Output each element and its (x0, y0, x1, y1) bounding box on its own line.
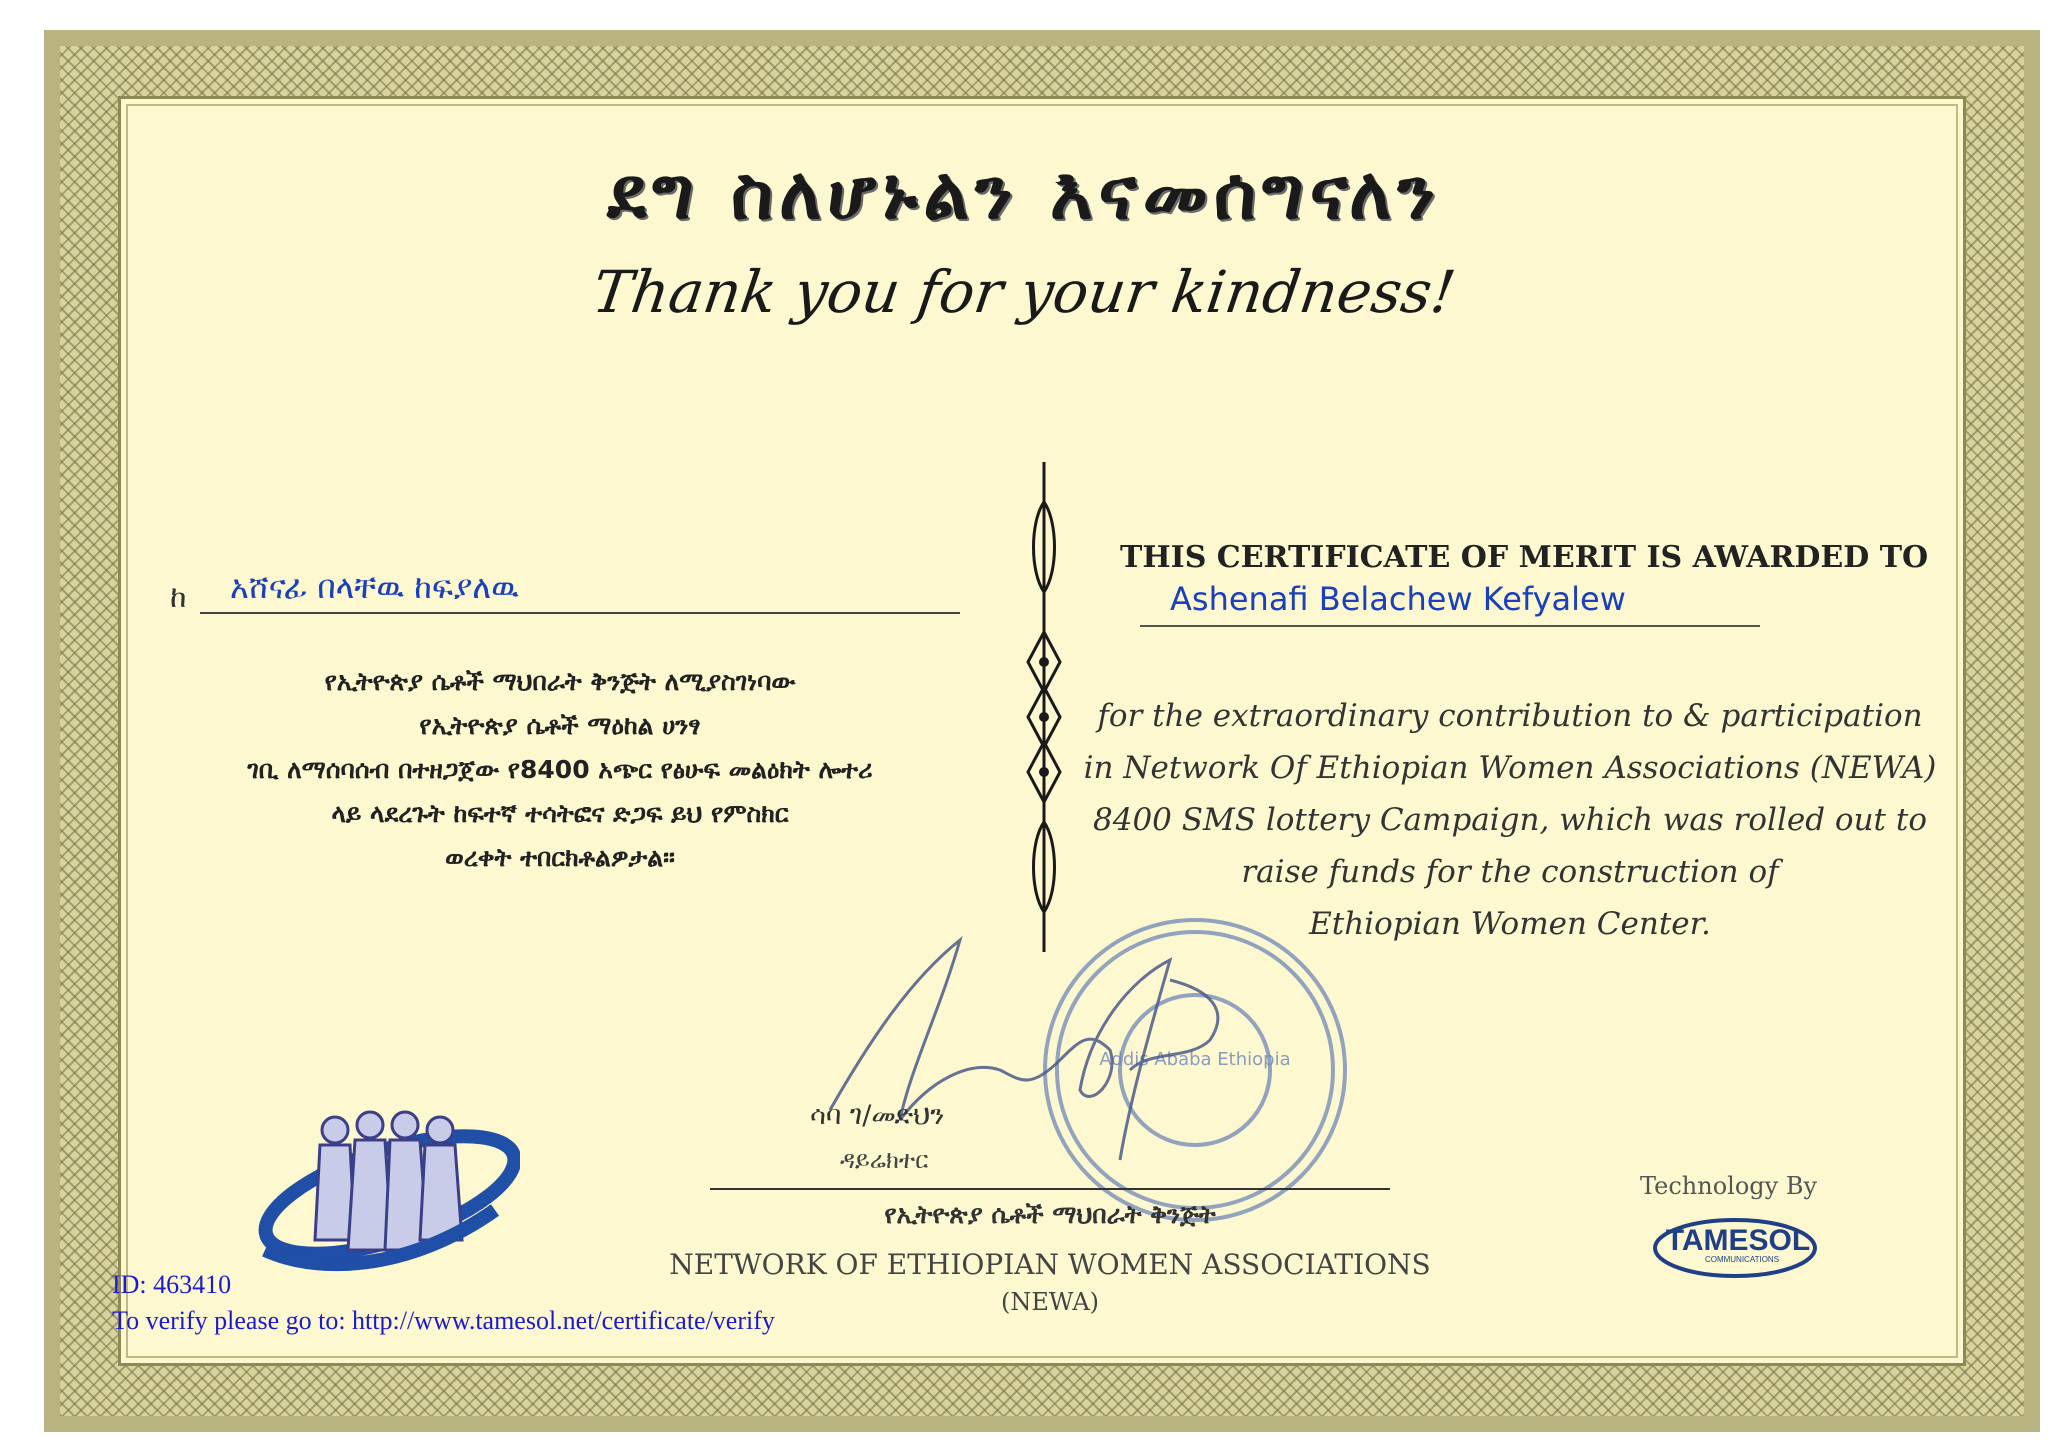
body-amharic (110, 660, 1010, 880)
body-english-line: for the extraordinary contribution to & participation (1097, 698, 1923, 734)
organization-name-amharic: የኢትዮጵያ ሴቶች ማህበራት ቅንጅት (884, 1200, 1216, 1229)
verify-link[interactable]: To verify please go to: http://www.tamesol.net/certificate/verify (112, 1306, 775, 1335)
body-amharic-line: የኢትዮጵያ ሴቶች ማህበራት ቅንጅት ለሚያስገነባው (324, 667, 796, 696)
name-underline (200, 612, 960, 614)
name-underline (1140, 625, 1760, 627)
certificate-id: ID: 463410 (112, 1270, 232, 1299)
newa-logo (240, 1100, 520, 1290)
body-amharic-line: ገቢ ለማሰባሰብ በተዘጋጀው የ8400 አጭር የፅሁፍ መልዕክት ሎተሪ (247, 755, 873, 784)
signature-line (710, 1188, 1390, 1190)
body-amharic-line: ወረቀት ተበርክቶልዎታል፡፡ (445, 843, 675, 872)
technology-label: Technology By (1640, 1172, 1818, 1200)
signature (790, 920, 1290, 1170)
seal-text: Addis Ababa Ethiopia (1099, 1049, 1291, 1070)
title-english: Thank you for your kindness! (588, 258, 1460, 326)
body-english-line: Ethiopian Women Center. (1309, 906, 1711, 942)
recipient-name-english: Ashenafi Belachew Kefyalew (1170, 580, 1626, 618)
organization-abbreviation: (NEWA) (1000, 1288, 1100, 1316)
signatory-title: ዳይሬክተር (840, 1146, 929, 1174)
signatory-name: ሳባ ገ/መድህን (810, 1100, 945, 1131)
recipient-name-amharic: አሸናፊ በላቸዉ ከፍያለዉ (230, 568, 519, 606)
tamesol-subtext: COMMUNICATIONS (1704, 1255, 1780, 1264)
award-heading: THIS CERTIFICATE OF MERIT IS AWARDED TO (1120, 540, 1929, 575)
title-amharic: ደግ ስለሆኑልን እናመሰግናለን (606, 150, 1442, 235)
body-english-line: 8400 SMS lottery Campaign, which was rolled out to (1093, 802, 1927, 838)
tamesol-logo (1650, 1210, 1820, 1280)
body-amharic-line: የኢትዮጵያ ሴቶች ማዕከል ሀንፃ (419, 711, 701, 740)
body-amharic-line: ላይ ላደረጉት ከፍተኛ ተሳትፎና ድጋፍ ይህ የምስክር (331, 799, 789, 828)
body-english-line: raise funds for the construction of (1241, 854, 1779, 890)
organization-name-english: NETWORK OF ETHIOPIAN WOMEN ASSOCIATIONS (669, 1248, 1431, 1281)
tamesol-wordmark: TAMESOL (1665, 1224, 1811, 1257)
recipient-prefix: ከ (170, 580, 187, 615)
body-english-line: in Network Of Ethiopian Women Associations (NEWA) (1083, 750, 1937, 786)
